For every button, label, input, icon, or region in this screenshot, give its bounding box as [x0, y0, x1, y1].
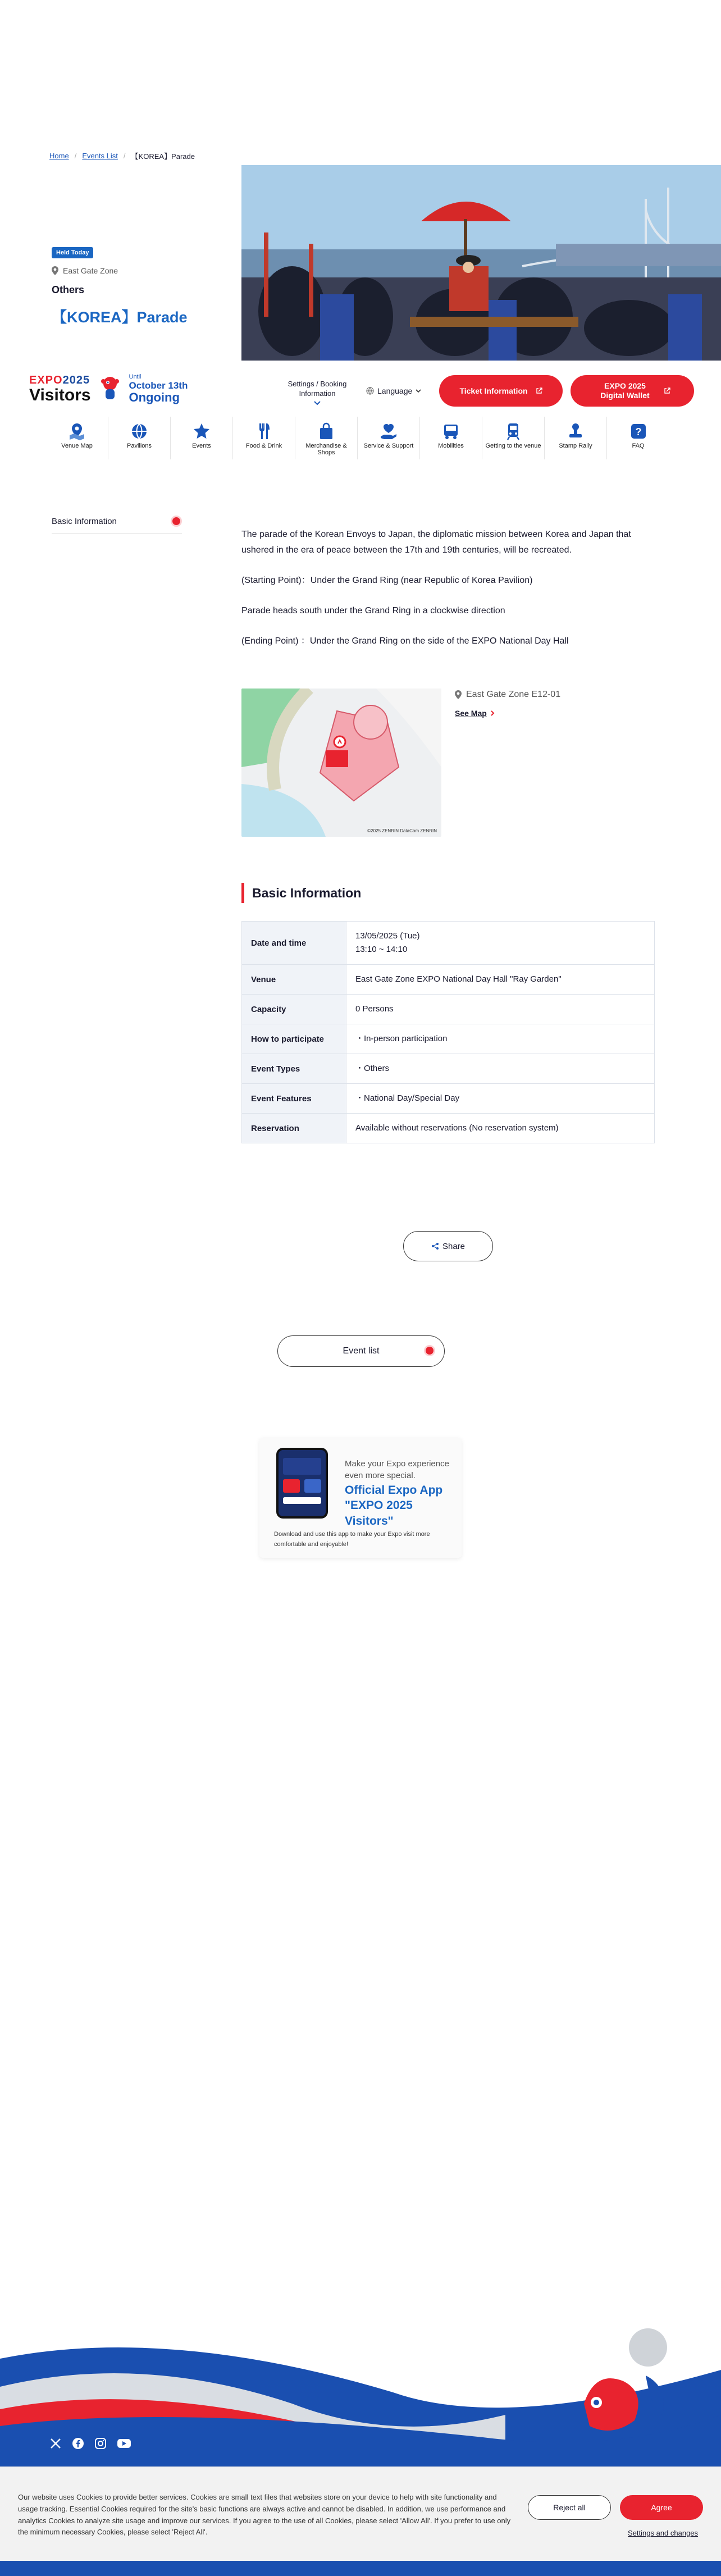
cookie-text: Our website uses Cookies to provide better services. Cookies are small text files that websites store on your device to help with site functionality and usage tracking. Essential Cookies required for the site's basic functions are always active and cannot be disabled. In addition, we use performance and analytics Cookies to analyze site usage and improve our services. If you agree to the use of all Cookies, please select 'Allow All'. If you prefer to use only the minimum necessary Cookies, please select 'Reject All'.	[18, 2493, 511, 2537]
table-row	[242, 1114, 655, 1143]
language-selector[interactable]	[366, 386, 421, 395]
ticket-information-label: Ticket Information	[459, 386, 528, 395]
instagram-icon[interactable]	[94, 2437, 107, 2450]
chevron-right-icon	[490, 710, 495, 716]
chevron-down-icon	[416, 389, 421, 393]
nav-label: Events	[192, 443, 211, 449]
nav-item-venue-map[interactable]	[46, 417, 108, 459]
table-row: Event Features ・National Day/Special Day	[242, 1084, 655, 1114]
question-icon	[629, 422, 648, 441]
side-menu-label: Basic Information	[52, 516, 117, 526]
facebook-icon[interactable]	[72, 2437, 84, 2450]
shopping-bag-icon	[317, 422, 336, 441]
breadcrumb-home-link[interactable]: Home	[49, 152, 69, 160]
share-icon	[431, 1242, 439, 1250]
event-zone	[52, 266, 220, 275]
until-label: Until	[129, 373, 142, 381]
external-link-icon	[536, 387, 542, 394]
row-label: Date and time	[242, 922, 346, 965]
settings-booking-label: Settings / Booking Information	[288, 380, 347, 398]
row-label: Event Types	[242, 1054, 346, 1084]
map-credit: ©2025 ZENRIN DataCom ZENRIN	[367, 828, 437, 833]
red-dot-icon	[171, 516, 182, 527]
description-paragraph: (Starting Point)：Under the Grand Ring (near Republic of Korea Pavilion)	[241, 576, 533, 585]
event-category: Others	[52, 284, 85, 295]
table-row: How to participate ・In-person participation	[242, 1024, 655, 1054]
main-navigation	[46, 417, 709, 459]
table-row	[242, 965, 655, 995]
nav-item-stamp-rally[interactable]	[545, 417, 607, 459]
breadcrumb-current: 【KOREA】Parade	[131, 152, 195, 161]
app-phone-image	[276, 1448, 328, 1519]
nav-label: Pavilions	[126, 443, 152, 449]
fork-knife-icon	[254, 422, 273, 441]
nav-label: Venue Map	[61, 443, 93, 449]
row-label: Event Features	[242, 1084, 346, 1114]
cookie-banner	[0, 2466, 721, 2561]
logo-year: 2025	[62, 374, 90, 386]
app-promo-tagline: Make your Expo experience even more special.	[345, 1459, 449, 1480]
red-dot-icon	[424, 1345, 435, 1356]
digital-wallet-label: EXPO 2025 Digital Wallet	[600, 381, 650, 400]
nav-label: Mobilities	[438, 443, 464, 449]
nav-label: Stamp Rally	[559, 443, 592, 449]
table-row	[242, 922, 655, 965]
row-value: 13/05/2025 (Tue)	[355, 931, 420, 941]
row-value: East Gate Zone EXPO National Day Hall "Ray Garden"	[346, 965, 655, 995]
table-row: Event Types ・Others	[242, 1054, 655, 1084]
nav-item-faq[interactable]	[607, 417, 669, 459]
ticket-information-button[interactable]	[439, 375, 563, 407]
nav-item-service-support[interactable]	[358, 417, 420, 459]
train-icon	[504, 422, 523, 441]
chevron-down-icon	[314, 401, 321, 405]
youtube-icon[interactable]	[117, 2437, 131, 2450]
nav-item-merchandise-shops[interactable]	[295, 417, 358, 459]
see-map-link[interactable]	[455, 709, 560, 718]
nav-item-food-drink[interactable]	[233, 417, 295, 459]
site-logo[interactable]	[29, 374, 188, 404]
map-icon	[67, 422, 86, 441]
settings-booking-button[interactable]	[275, 380, 359, 408]
row-value: Others	[364, 1064, 390, 1073]
row-value-time: 13:10 ~ 14:10	[355, 945, 408, 954]
heart-hand-icon	[379, 422, 398, 441]
row-value: Available without reservations (No reservation system)	[346, 1114, 655, 1143]
reject-all-button[interactable]: Reject all	[528, 2495, 611, 2520]
row-value: 0 Persons	[346, 995, 655, 1024]
held-today-badge: Held Today	[52, 247, 93, 258]
app-promo-title: Official Expo App "EXPO 2025 Visitors"	[345, 1484, 443, 1528]
footer-bottom-bar	[0, 2561, 721, 2576]
nav-label: Merchandise & Shops	[305, 443, 347, 456]
location-pin-icon	[52, 266, 58, 275]
table-row	[242, 995, 655, 1024]
nav-label: Service & Support	[363, 443, 414, 449]
language-label: Language	[377, 386, 413, 395]
nav-label: FAQ	[632, 443, 645, 449]
event-list-button[interactable]	[277, 1335, 445, 1367]
svg-text:?: ?	[635, 426, 641, 437]
row-label: Capacity	[242, 995, 346, 1024]
nav-label: Getting to the venue	[485, 443, 541, 449]
cookie-settings-link[interactable]: Settings and changes	[628, 2529, 699, 2537]
see-map-label: See Map	[455, 709, 487, 718]
side-menu-basic-information[interactable]	[52, 511, 182, 534]
map-info	[455, 690, 560, 718]
row-label: Venue	[242, 965, 346, 995]
share-button[interactable]	[403, 1231, 493, 1261]
myaku-myaku-mascot-icon	[99, 376, 121, 403]
location-pin-icon	[455, 690, 462, 699]
nav-item-pavilions[interactable]	[108, 417, 171, 459]
until-date: October 13th	[129, 380, 188, 391]
social-links	[49, 2437, 131, 2450]
description-paragraph: The parade of the Korean Envoys to Japan, the diplomatic mission between Korea and Japan that ushered in the era of peace between the 17th and 19th centuries, will be recreated.	[241, 530, 631, 555]
page-title: 【KOREA】Parade	[52, 309, 188, 326]
basic-information-table	[241, 921, 655, 1143]
nav-label: Food & Drink	[245, 443, 282, 449]
globe-icon	[130, 422, 149, 441]
app-promo-card[interactable]	[259, 1438, 462, 1558]
agree-button[interactable]: Agree	[620, 2495, 703, 2520]
logo-visitors: Visitors	[29, 386, 91, 404]
event-summary	[52, 247, 220, 327]
nav-item-getting-to-venue[interactable]	[482, 417, 545, 459]
event-zone-label: East Gate Zone	[63, 266, 118, 275]
globe-icon	[366, 387, 374, 395]
row-value: National Day/Special Day	[364, 1093, 460, 1103]
digital-wallet-button[interactable]	[571, 375, 694, 407]
nav-item-events[interactable]	[171, 417, 233, 459]
description-paragraph: Parade heads south under the Grand Ring in a clockwise direction	[241, 606, 505, 615]
hero-image	[241, 165, 721, 361]
venue-map-thumbnail[interactable]	[241, 689, 441, 837]
bus-icon	[441, 422, 460, 441]
star-icon	[192, 422, 211, 441]
breadcrumb-separator: /	[74, 152, 77, 160]
row-value: In-person participation	[364, 1034, 448, 1043]
external-link-icon	[664, 387, 670, 394]
logo-expo: EXPO	[29, 374, 63, 386]
nav-item-mobilities[interactable]	[420, 417, 482, 459]
x-icon[interactable]	[49, 2437, 62, 2450]
map-location-label: East Gate Zone E12-01	[466, 690, 561, 699]
open-until-notice	[129, 374, 188, 403]
basic-information-heading: Basic Information	[241, 883, 361, 903]
description-paragraph: (Ending Point) ：Under the Grand Ring on the side of the EXPO National Day Hall	[241, 636, 569, 646]
event-description	[241, 527, 657, 664]
until-status: Ongoing	[129, 390, 180, 404]
row-label: Reservation	[242, 1114, 346, 1143]
share-label: Share	[442, 1241, 466, 1251]
breadcrumb-separator: /	[123, 152, 126, 160]
stamp-icon	[566, 422, 585, 441]
app-promo-description: Download and use this app to make your Expo visit more comfortable and enjoyable!	[274, 1531, 430, 1548]
event-list-label: Event list	[343, 1346, 380, 1356]
breadcrumb	[49, 151, 195, 161]
row-label: How to participate	[242, 1024, 346, 1054]
breadcrumb-events-list-link[interactable]: Events List	[82, 152, 118, 160]
